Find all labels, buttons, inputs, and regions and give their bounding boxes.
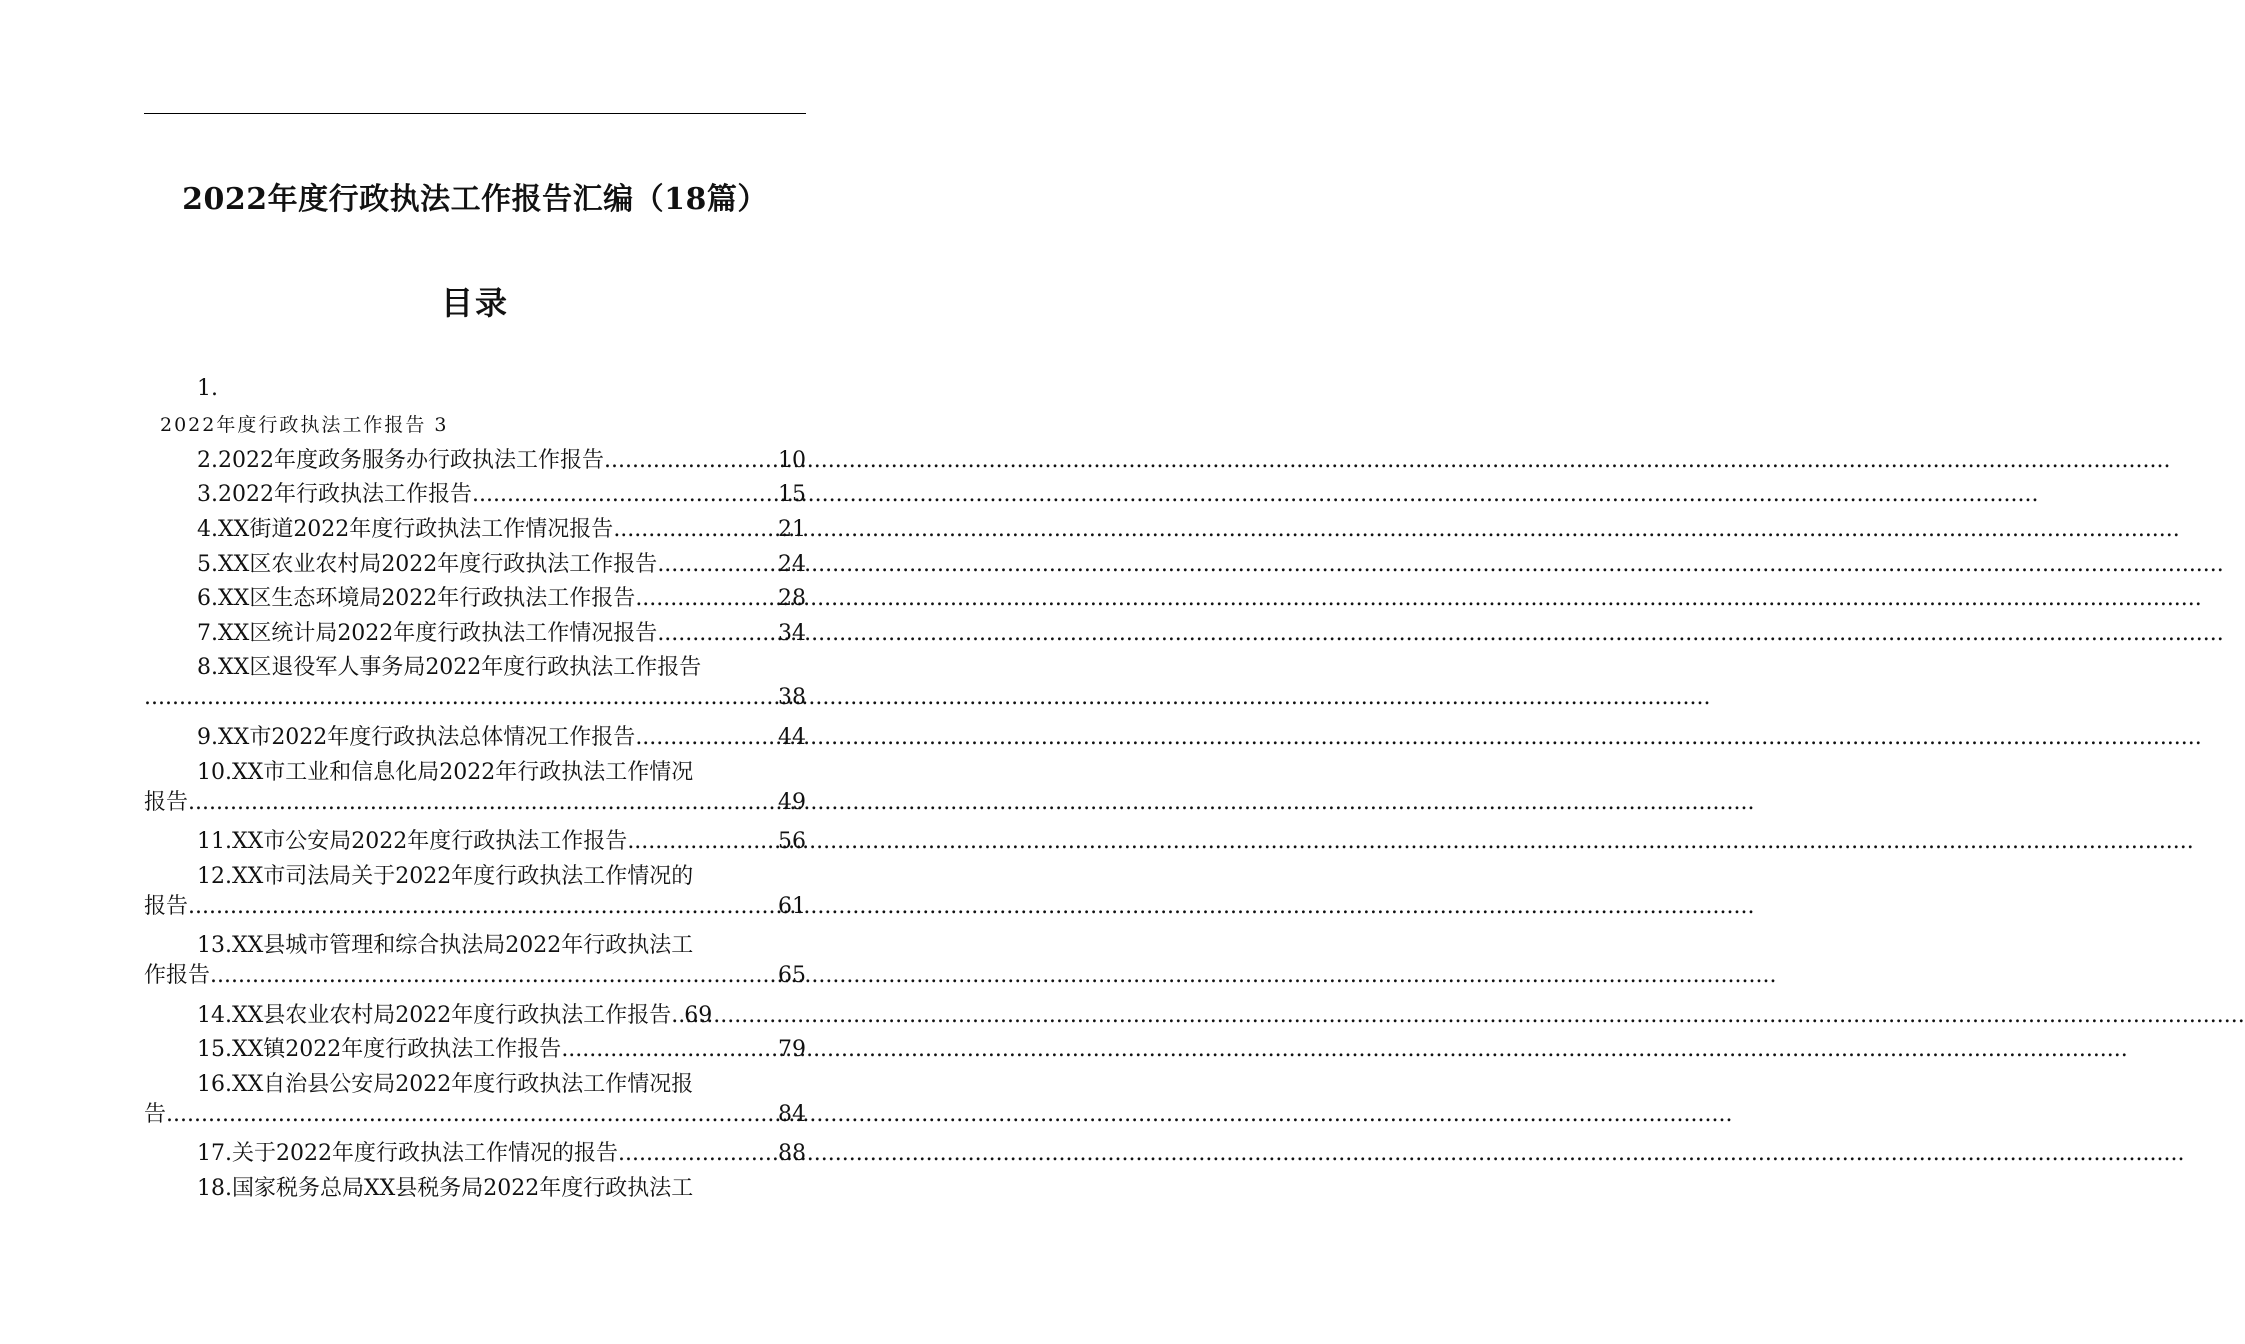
- toc-leader-dots: [613, 515, 778, 545]
- toc-entry-label: 4.XX街道2022年度行政执法工作情况报告: [197, 517, 614, 542]
- toc-entry-label: 8.XX区退役军人事务局2022年度行政执法工作报告: [197, 655, 702, 680]
- toc-entry-label: 14.XX县农业农村局2022年度行政执法工作报告.: [197, 1003, 679, 1028]
- toc-entry-6[interactable]: [144, 584, 806, 614]
- toc-entry-label: 7.XX区统计局2022年度行政执法工作情况报告: [197, 621, 658, 646]
- toc-page-number: 79: [778, 1037, 806, 1062]
- toc-leader-dots: [188, 788, 778, 818]
- toc-page-number: 69: [684, 1003, 713, 1028]
- toc-entry-4[interactable]: [144, 515, 806, 545]
- toc-entry-label: 17.关于2022年度行政执法工作情况的报告: [197, 1141, 618, 1166]
- toc-entry-9[interactable]: [144, 723, 806, 753]
- toc-entry-2[interactable]: [144, 446, 806, 476]
- toc-page-number: 21: [778, 517, 806, 542]
- toc-entry-5[interactable]: [144, 550, 806, 580]
- toc-page-number: 44: [778, 725, 806, 750]
- toc-leader-dots: [144, 683, 778, 713]
- header-rule: [144, 113, 806, 114]
- toc-entry-8[interactable]: [144, 653, 806, 713]
- toc-page-number: 49: [778, 790, 806, 815]
- toc-leader-dots: [657, 550, 778, 580]
- toc-leader-dots: [166, 1100, 778, 1130]
- toc-leader-dots: [635, 584, 778, 614]
- toc-entry-label: 6.XX区生态环境局2022年行政执法工作报告: [197, 586, 636, 611]
- toc-entry-16[interactable]: [144, 1070, 806, 1130]
- toc-leader-dots: [604, 446, 778, 476]
- toc-entry-10[interactable]: [144, 758, 806, 818]
- toc-page-number: 15: [778, 482, 806, 507]
- toc-entry-label: 10.XX市工业和信息化局2022年行政执法工作情况: [197, 760, 694, 785]
- toc-page-number: 65: [778, 963, 806, 988]
- toc-entry-label: 3.2022年行政执法工作报告: [197, 482, 472, 507]
- toc-entry-label: 13.XX县城市管理和综合执法局2022年行政执法工: [197, 933, 694, 958]
- toc-entry-15[interactable]: [144, 1035, 806, 1065]
- toc-entry-label: 15.XX镇2022年度行政执法工作报告: [197, 1037, 562, 1062]
- toc-page-number: 34: [778, 621, 806, 646]
- toc-heading: 目录: [440, 284, 509, 322]
- toc-entry-1-number[interactable]: 1.: [197, 376, 218, 401]
- toc-leader-dots: [627, 827, 778, 857]
- toc-entry-1-text[interactable]: 2022年度行政执法工作报告 3: [160, 414, 449, 436]
- toc-page-number: 24: [778, 552, 806, 577]
- toc-entry-3[interactable]: [144, 480, 806, 510]
- toc-leader-dots: [657, 619, 778, 649]
- toc-entry-label-continued: 报告: [144, 894, 189, 919]
- toc-page-number: 28: [778, 586, 806, 611]
- toc-entry-label: 16.XX自治县公安局2022年度行政执法工作情况报: [197, 1072, 694, 1097]
- document-title: 2022年度行政执法工作报告汇编（18篇）: [182, 182, 768, 217]
- toc-entry-7[interactable]: [144, 619, 806, 649]
- toc-entry-17[interactable]: [144, 1139, 806, 1169]
- toc-entry-label-continued: 作报告: [144, 963, 211, 988]
- toc-entry-label: 12.XX市司法局关于2022年度行政执法工作情况的: [197, 864, 694, 889]
- toc-entry-label-continued: 告: [144, 1102, 167, 1127]
- toc-page-number: 56: [778, 829, 806, 854]
- toc-entry-label: 11.XX市公安局2022年度行政执法工作报告: [197, 829, 628, 854]
- toc-leader-dots: [618, 1139, 778, 1169]
- toc-page-number: 88: [778, 1141, 806, 1166]
- toc-page-number: 10: [778, 448, 806, 473]
- toc-leader-dots: [210, 961, 778, 991]
- toc-entry-12[interactable]: [144, 862, 806, 922]
- toc-page-number: 61: [778, 894, 806, 919]
- toc-entry-label: 2.2022年度政务服务办行政执法工作报告: [197, 448, 604, 473]
- toc-page-number: 38: [778, 685, 806, 710]
- toc-entry-11[interactable]: [144, 827, 806, 857]
- toc-entry-13[interactable]: [144, 931, 806, 991]
- toc-leader-dots: [472, 480, 778, 510]
- toc-leader-dots: [561, 1035, 778, 1065]
- toc-entry-18[interactable]: [144, 1174, 806, 1204]
- toc-entry-14[interactable]: [144, 1001, 806, 1031]
- toc-entry-label: 9.XX市2022年度行政执法总体情况工作报告: [197, 725, 636, 750]
- toc-entry-label: 5.XX区农业农村局2022年度行政执法工作报告: [197, 552, 658, 577]
- toc-entry-label: 18.国家税务总局XX县税务局2022年度行政执法工: [197, 1176, 694, 1201]
- toc-leader-dots: [188, 892, 778, 922]
- toc-page-number: 84: [778, 1102, 806, 1127]
- toc-leader-dots: [635, 723, 778, 753]
- toc-entry-label-continued: 报告: [144, 790, 189, 815]
